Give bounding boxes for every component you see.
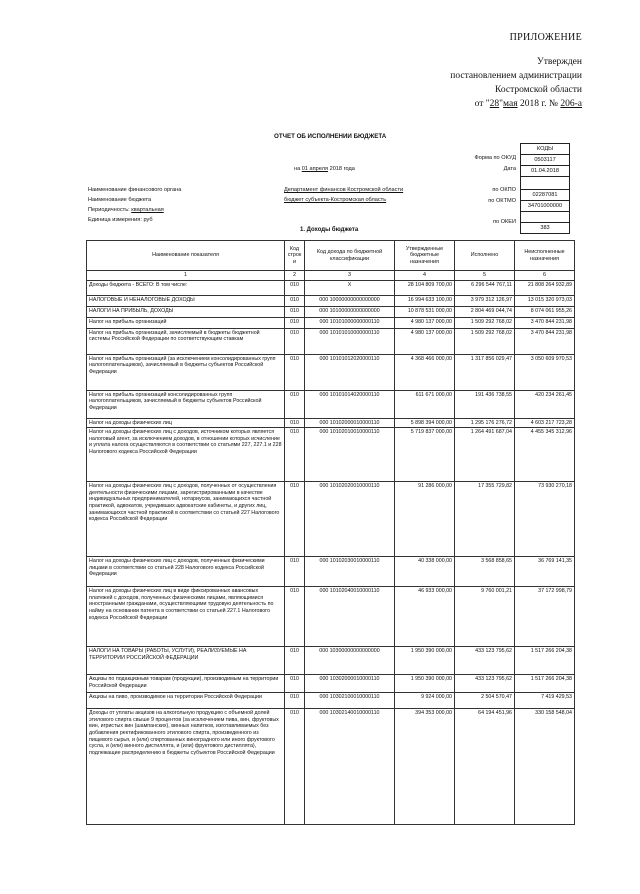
cell-line: 010 bbox=[285, 354, 305, 390]
cell-executed: 1 295 176 276,72 bbox=[455, 418, 515, 428]
on-label: на bbox=[294, 166, 301, 172]
cell-unexecuted: 4 603 217 723,28 bbox=[515, 418, 575, 428]
report-date bbox=[294, 166, 355, 173]
cell-name: Акцизы по подакцизным товарам (продукции), производимым на территории Российской Федерации bbox=[87, 675, 285, 693]
cell-name: Доходы бюджета - ВСЕГО: В том числе: bbox=[87, 280, 285, 295]
cell-unexecuted: 13 015 320 973,03 bbox=[515, 295, 575, 306]
date-number: 206-а bbox=[560, 99, 582, 109]
cell-code: 000 10302000010000110 bbox=[305, 675, 395, 693]
cell-executed: 2 804 469 044,74 bbox=[455, 306, 515, 317]
cell-unexecuted: 37 172 998,79 bbox=[515, 587, 575, 647]
cell-code: 000 10102020010000110 bbox=[305, 482, 395, 557]
cell-executed: 3 568 858,65 bbox=[455, 557, 515, 587]
on-year: 2018 года bbox=[329, 166, 355, 172]
cell-code: 000 10000000000000000 bbox=[305, 295, 395, 306]
col-approved-header: Утвержденные бюджетные назначения bbox=[395, 241, 455, 271]
income-table bbox=[86, 240, 575, 825]
cell-approved: 1 950 390 000,00 bbox=[395, 647, 455, 675]
cell-approved: 4 368 466 000,00 bbox=[395, 354, 455, 390]
table-row bbox=[87, 306, 575, 317]
cell-name: НАЛОГОВЫЕ И НЕНАЛОГОВЫЕ ДОХОДЫ bbox=[87, 295, 285, 306]
cell-name: Налог на прибыль организаций, зачисляемый в бюджеты бюджетной системы Российской Федерации по соответствующим ставкам bbox=[87, 328, 285, 354]
col-number: 1 bbox=[87, 271, 285, 281]
cell-code: 000 10300000000000000 bbox=[305, 647, 395, 675]
cell-unexecuted: 8 074 061 955,26 bbox=[515, 306, 575, 317]
date-mid: " bbox=[499, 99, 504, 109]
cell-unexecuted: 36 769 141,35 bbox=[515, 557, 575, 587]
cell-approved: 5 719 837 000,00 bbox=[395, 428, 455, 482]
cell-code: X bbox=[305, 280, 395, 295]
decree-date bbox=[475, 98, 582, 110]
cell-executed: 17 355 729,82 bbox=[455, 482, 515, 557]
report-title: ОТЧЕТ ОБ ИСПОЛНЕНИИ БЮДЖЕТА bbox=[274, 133, 387, 140]
cell-approved: 4 980 137 000,00 bbox=[395, 328, 455, 354]
cell-approved: 9 924 000,00 bbox=[395, 693, 455, 709]
oktmo-value: 34701000000 bbox=[521, 201, 570, 212]
table-row bbox=[87, 587, 575, 647]
decree-label: постановлением администрации bbox=[450, 71, 582, 81]
codes-header: КОДЫ bbox=[521, 144, 570, 155]
date-label: Дата bbox=[503, 166, 516, 172]
cell-approved: 1 950 390 000,00 bbox=[395, 675, 455, 693]
table-row bbox=[87, 418, 575, 428]
cell-code: 000 10101010000000110 bbox=[305, 328, 395, 354]
unit-value: руб bbox=[143, 217, 153, 223]
cell-name: НАЛОГИ НА ТОВАРЫ (РАБОТЫ, УСЛУГИ), РЕАЛИЗУЕМЫЕ НА ТЕРРИТОРИИ РОССИЙСКОЙ ФЕДЕРАЦИИ bbox=[87, 647, 285, 675]
cell-code: 000 10302140010000110 bbox=[305, 709, 395, 825]
okpo-value: 02287081 bbox=[521, 190, 570, 201]
col-code-header: Код дохода по бюджетной классификации bbox=[305, 241, 395, 271]
cell-approved: 10 878 531 000,00 bbox=[395, 306, 455, 317]
cell-name: НАЛОГИ НА ПРИБЫЛЬ, ДОХОДЫ bbox=[87, 306, 285, 317]
cell-unexecuted: 1 517 266 204,38 bbox=[515, 675, 575, 693]
budget-value: бюджет субъекта-Костромская область bbox=[284, 197, 387, 203]
cell-approved: 46 933 000,00 bbox=[395, 587, 455, 647]
cell-line: 010 bbox=[285, 482, 305, 557]
cell-executed: 6 296 544 767,11 bbox=[455, 280, 515, 295]
table-row bbox=[87, 295, 575, 306]
date-value: 01.04.2018 bbox=[521, 166, 570, 177]
period-row bbox=[88, 207, 164, 214]
unit-row bbox=[88, 217, 153, 224]
cell-executed: 433 123 795,62 bbox=[455, 647, 515, 675]
table-row bbox=[87, 647, 575, 675]
cell-line: 010 bbox=[285, 675, 305, 693]
cell-executed: 1 264 491 687,04 bbox=[455, 428, 515, 482]
col-number: 2 bbox=[285, 271, 305, 281]
date-month: мая bbox=[503, 99, 518, 109]
cell-code: 000 10100000000000000 bbox=[305, 306, 395, 317]
on-date: 01 апреля bbox=[301, 166, 329, 172]
cell-code: 000 10102000010000110 bbox=[305, 418, 395, 428]
cell-line: 010 bbox=[285, 306, 305, 317]
cell-executed: 1 317 856 029,47 bbox=[455, 354, 515, 390]
col-name-header: Наименование показателя bbox=[87, 241, 285, 271]
cell-approved: 611 671 000,00 bbox=[395, 390, 455, 418]
table-row bbox=[87, 280, 575, 295]
cell-approved: 28 104 809 700,00 bbox=[395, 280, 455, 295]
table-row bbox=[87, 328, 575, 354]
table-row bbox=[87, 693, 575, 709]
cell-line: 010 bbox=[285, 428, 305, 482]
cell-approved: 40 338 000,00 bbox=[395, 557, 455, 587]
cell-code: 000 10101000000000110 bbox=[305, 317, 395, 328]
date-prefix: от " bbox=[474, 99, 490, 109]
cell-name: Доходы от уплаты акцизов на алкогольную продукцию с объемной долей этилового спирта свыше 9 процентов (за исключением пива, вин, фруктовых вин, игристых вин (шампанских), винных напитков, изготавливаемых без добавления ректификованного этилового спирта, произведенного из пищевого сырья, и (или) спиртованных виноградного или иного фруктового сусла, и (или) винного дистиллята, и (или) фруктового дистиллята), подлежащие распределению в бюджеты субъектов Российской Федерации bbox=[87, 709, 285, 825]
cell-line: 010 bbox=[285, 557, 305, 587]
oktmo-label: по ОКТМО bbox=[488, 198, 516, 204]
approved-label: Утвержден bbox=[537, 57, 582, 67]
section-title: 1. Доходы бюджета bbox=[300, 227, 359, 233]
period-value: квартальная bbox=[131, 207, 164, 213]
cell-executed: 433 123 795,62 bbox=[455, 675, 515, 693]
table-row bbox=[87, 709, 575, 825]
cell-unexecuted: 21 808 264 932,89 bbox=[515, 280, 575, 295]
table-row bbox=[87, 390, 575, 418]
date-year: 2018 г. № bbox=[517, 99, 558, 109]
cell-unexecuted: 420 234 261,45 bbox=[515, 390, 575, 418]
okud-label: Форма по ОКУД bbox=[474, 155, 516, 161]
column-number-row bbox=[87, 271, 575, 281]
cell-code: 000 10101012020000110 bbox=[305, 354, 395, 390]
cell-code: 000 10102010010000110 bbox=[305, 428, 395, 482]
cell-executed: 1 509 292 768,02 bbox=[455, 328, 515, 354]
cell-unexecuted: 1 517 266 204,38 bbox=[515, 647, 575, 675]
cell-unexecuted: 4 455 345 312,96 bbox=[515, 428, 575, 482]
cell-unexecuted: 3 470 844 231,98 bbox=[515, 328, 575, 354]
table-body bbox=[87, 280, 575, 825]
cell-line: 010 bbox=[285, 317, 305, 328]
cell-line: 010 bbox=[285, 647, 305, 675]
cell-unexecuted: 3 470 844 231,98 bbox=[515, 317, 575, 328]
cell-executed: 9 760 001,21 bbox=[455, 587, 515, 647]
cell-approved: 4 980 137 000,00 bbox=[395, 317, 455, 328]
col-number: 5 bbox=[455, 271, 515, 281]
cell-code: 000 10102030010000110 bbox=[305, 557, 395, 587]
okei-value: 383 bbox=[521, 223, 570, 234]
cell-name: Налог на доходы физических лиц с доходов, полученных от осуществления деятельности физическими лицами, зарегистрированными в качестве индивидуальных предпринимателей, нотариусов, занимающихся частной практикой, адвокатов, учредивших адвокатские кабинеты, и других лиц, занимающихся частной практикой в соответствии со статьей 227 Налогового кодекса Российской Федерации bbox=[87, 482, 285, 557]
cell-unexecuted: 3 050 609 970,53 bbox=[515, 354, 575, 390]
cell-executed: 3 979 312 126,97 bbox=[455, 295, 515, 306]
table-row bbox=[87, 482, 575, 557]
cell-approved: 16 994 633 100,00 bbox=[395, 295, 455, 306]
period-label: Периодичность: bbox=[88, 207, 130, 213]
cell-line: 010 bbox=[285, 295, 305, 306]
cell-name: Налог на доходы физических лиц с доходов, источником которых является налоговый агент, за исключением доходов, в отношении которых исчисление и уплата налога осуществляются в соответствии со статьями 227, 227.1 и 228 Налогового кодекса Российской Федерации bbox=[87, 428, 285, 482]
cell-name: Налог на прибыль организаций (за исключением консолидированных групп налогоплательщиков), зачисляемый в бюджеты субъектов Российской Федерации bbox=[87, 354, 285, 390]
cell-name: Налог на доходы физических лиц в виде фиксированных авансовых платежей с доходов, полученных физическими лицами, являющимися иностранными гражданами, осуществляющими трудовую деятельность по найму на основании патента в соответствии со статьей 227.1 Налогового кодекса Российской Федерации bbox=[87, 587, 285, 647]
cell-code: 000 10302100010000110 bbox=[305, 693, 395, 709]
cell-unexecuted: 330 158 548,04 bbox=[515, 709, 575, 825]
cell-name: Налог на доходы физических лиц с доходов, полученных физическими лицами в соответствии со статьей 228 Налогового кодекса Российской Федерации bbox=[87, 557, 285, 587]
cell-code: 000 10102040010000110 bbox=[305, 587, 395, 647]
cell-name: Налог на прибыль организаций консолидированных групп налогоплательщиков, зачисляемый в бюджеты субъектов Российской Федерации bbox=[87, 390, 285, 418]
table-header-row bbox=[87, 241, 575, 271]
region-label: Костромской области bbox=[495, 85, 582, 95]
cell-name: Налог на прибыль организаций bbox=[87, 317, 285, 328]
col-unexecuted-header: Неисполненные назначения bbox=[515, 241, 575, 271]
col-number: 6 bbox=[515, 271, 575, 281]
org-label: Наименование финансового органа bbox=[88, 187, 182, 193]
table-row bbox=[87, 675, 575, 693]
cell-approved: 5 898 394 000,00 bbox=[395, 418, 455, 428]
col-line-header: Код строк и bbox=[285, 241, 305, 271]
cell-line: 010 bbox=[285, 587, 305, 647]
cell-line: 010 bbox=[285, 693, 305, 709]
col-executed-header: Исполнено bbox=[455, 241, 515, 271]
codes-table bbox=[520, 143, 570, 234]
cell-line: 010 bbox=[285, 280, 305, 295]
date-day: 28 bbox=[489, 99, 500, 109]
unit-label: Единица измерения: bbox=[88, 217, 142, 223]
cell-name: Акцизы на пиво, производимое на территории Российской Федерации bbox=[87, 693, 285, 709]
cell-code: 000 10101014020000110 bbox=[305, 390, 395, 418]
okei-label: по ОКЕИ bbox=[492, 219, 516, 225]
cell-line: 010 bbox=[285, 390, 305, 418]
cell-name: Налог на доходы физических лиц bbox=[87, 418, 285, 428]
col-number: 3 bbox=[305, 271, 395, 281]
appendix-label: ПРИЛОЖЕНИЕ bbox=[509, 32, 582, 43]
cell-approved: 91 286 000,00 bbox=[395, 482, 455, 557]
cell-executed: 191 436 738,55 bbox=[455, 390, 515, 418]
table-row bbox=[87, 317, 575, 328]
cell-executed: 64 194 451,96 bbox=[455, 709, 515, 825]
cell-unexecuted: 73 930 270,18 bbox=[515, 482, 575, 557]
okud-value: 0503117 bbox=[521, 155, 570, 166]
cell-executed: 2 504 570,47 bbox=[455, 693, 515, 709]
cell-line: 010 bbox=[285, 709, 305, 825]
col-number: 4 bbox=[395, 271, 455, 281]
table-row bbox=[87, 354, 575, 390]
org-value: Департамент финансов Костромской области bbox=[284, 187, 404, 193]
cell-unexecuted: 7 419 429,53 bbox=[515, 693, 575, 709]
cell-approved: 394 353 000,00 bbox=[395, 709, 455, 825]
cell-line: 010 bbox=[285, 328, 305, 354]
cell-line: 010 bbox=[285, 418, 305, 428]
okpo-label: по ОКПО bbox=[492, 187, 516, 193]
table-row bbox=[87, 428, 575, 482]
table-row bbox=[87, 557, 575, 587]
budget-label: Наименование бюджета bbox=[88, 197, 152, 203]
cell-executed: 1 509 292 768,02 bbox=[455, 317, 515, 328]
